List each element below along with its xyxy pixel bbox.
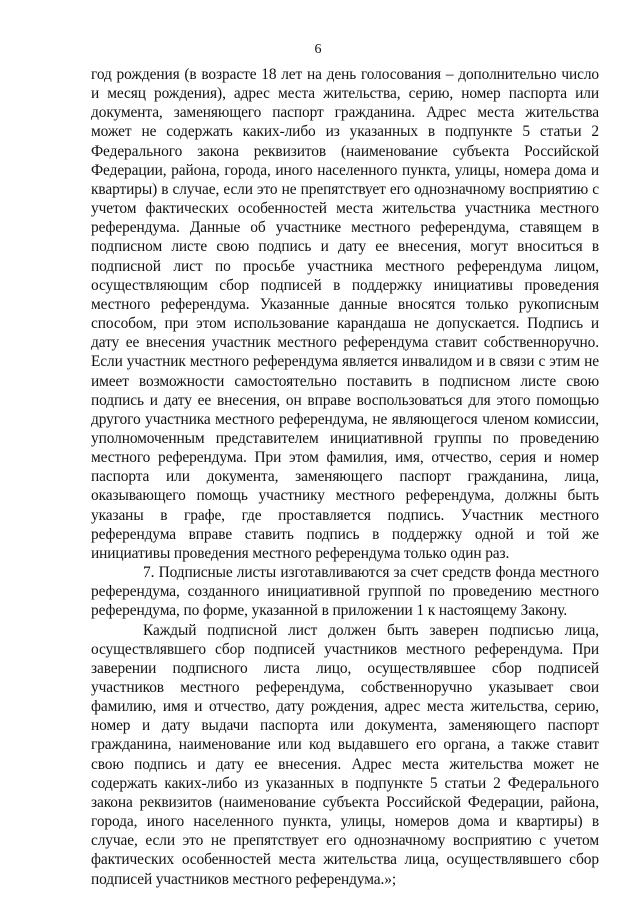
text-line: оказывающего помощь участнику местного референдума, должны быть [91,487,599,505]
paragraph-item-7 [91,563,599,620]
paragraph-continuation [91,65,599,563]
text-line: другого участника местного референдума, не являющегося членом комиссии, [91,410,599,428]
text-line: референдума вправе ставить подпись в поддержку одной и той же [91,525,599,543]
text-line: референдума. Данные об участнике местного референдума, ставящем в [91,219,599,237]
text-line: заверении подписного листа лицо, осуществлявшее сбор подписей [91,659,599,677]
text-line: закона реквизитов (наименование субъекта Российской Федерации, района, [91,793,599,811]
text-line: гражданина, наименование или код выдавшего его органа, а также ставит [91,736,599,754]
text-line: и месяц рождения), адрес места жительства, серию, номер паспорта или [91,85,599,103]
text-line: дату ее внесения участник местного референдума ставит собственноручно. [91,334,599,352]
text-line: подписном листе свою подпись и дату ее внесения, могут вноситься в [91,238,599,256]
text-line: указаны в графе, где проставляется подпись. Участник местного [91,506,599,524]
text-line: города, иного населенного пункта, улицы, номеров дома и квартиры) в [91,813,599,831]
text-line: документа, заменяющего паспорт гражданина. Адрес места жительства [91,104,599,122]
paragraph-item-7-signature [91,621,599,889]
text-line: имеет возможности самостоятельно поставить в подписном листе свою [91,372,599,390]
text-line: подпись и дату ее внесения, он вправе воспользоваться для этого помощью [91,391,599,409]
text-line: осуществляющим сбор подписей в поддержку инициативы проведения [91,276,599,294]
text-line: подписной лист по просьбе участника местного референдума лицом, [91,257,599,275]
text-line: инициативы проведения местного референдума только один раз. [91,544,510,562]
text-line: фактических особенностей места жительства лица, осуществлявшего сбор [91,851,599,869]
text-line: случае, если это не препятствует его однозначному восприятию с учетом [91,832,599,850]
text-line: свою подпись и дату ее внесения. Адрес места жительства может не [91,755,599,773]
text-line: квартиры) в случае, если это не препятствует его однозначному восприятию с [91,180,599,198]
text-line: референдума, созданного инициативной группой по проведению местного [91,583,599,601]
text-line: Федерального закона реквизитов (наименование субъекта Российской [91,142,599,160]
text-line: участников местного референдума, собственноручно указывает свои [91,679,599,696]
text-line: референдума, по форме, указанной в приложении 1 к настоящему Закону. [91,602,568,620]
text-line: подписей участников местного референдума.»; [91,870,397,888]
text-line: фамилию, имя и отчество, дату рождения, адрес места жительства, серию, [91,698,599,716]
text-line: Каждый подписной лист должен быть заверен подписью лица, [143,621,599,639]
text-line: способом, при этом использование карандаша не допускается. Подпись и [91,315,599,333]
text-line: год рождения (в возрасте 18 лет на день голосования – дополнительно число [91,66,599,83]
text-line: уполномоченным представителем инициативной группы по проведению [91,429,599,447]
page-number: 6 [314,42,322,57]
text-line: может не содержать каких-либо из указанных в подпункте 5 статьи 2 [91,123,599,141]
body-text [91,65,599,889]
text-line: содержать каких-либо из указанных в подпункте 5 статьи 2 Федерального [91,774,599,792]
text-line: местного референдума. При этом фамилия, имя, отчество, серия и номер [91,449,599,467]
text-line: Федерации, района, города, иного населенного пункта, улицы, номера дома и [91,161,599,179]
text-line: осуществлявшего сбор подписей участников местного референдума. При [91,640,599,658]
text-line: Если участник местного референдума является инвалидом и в связи с этим не [91,353,599,371]
text-line: паспорта или документа, заменяющего паспорт гражданина, лица, [91,468,599,486]
text-line: номер и дату выдачи паспорта или документа, заменяющего паспорт [91,717,599,735]
text-line: местного референдума. Указанные данные вносятся только рукописным [91,295,599,313]
text-line: учетом фактических особенностей места жительства участника местного [91,200,599,218]
text-line: 7. Подписные листы изготавливаются за счет средств фонда местного [143,564,599,582]
